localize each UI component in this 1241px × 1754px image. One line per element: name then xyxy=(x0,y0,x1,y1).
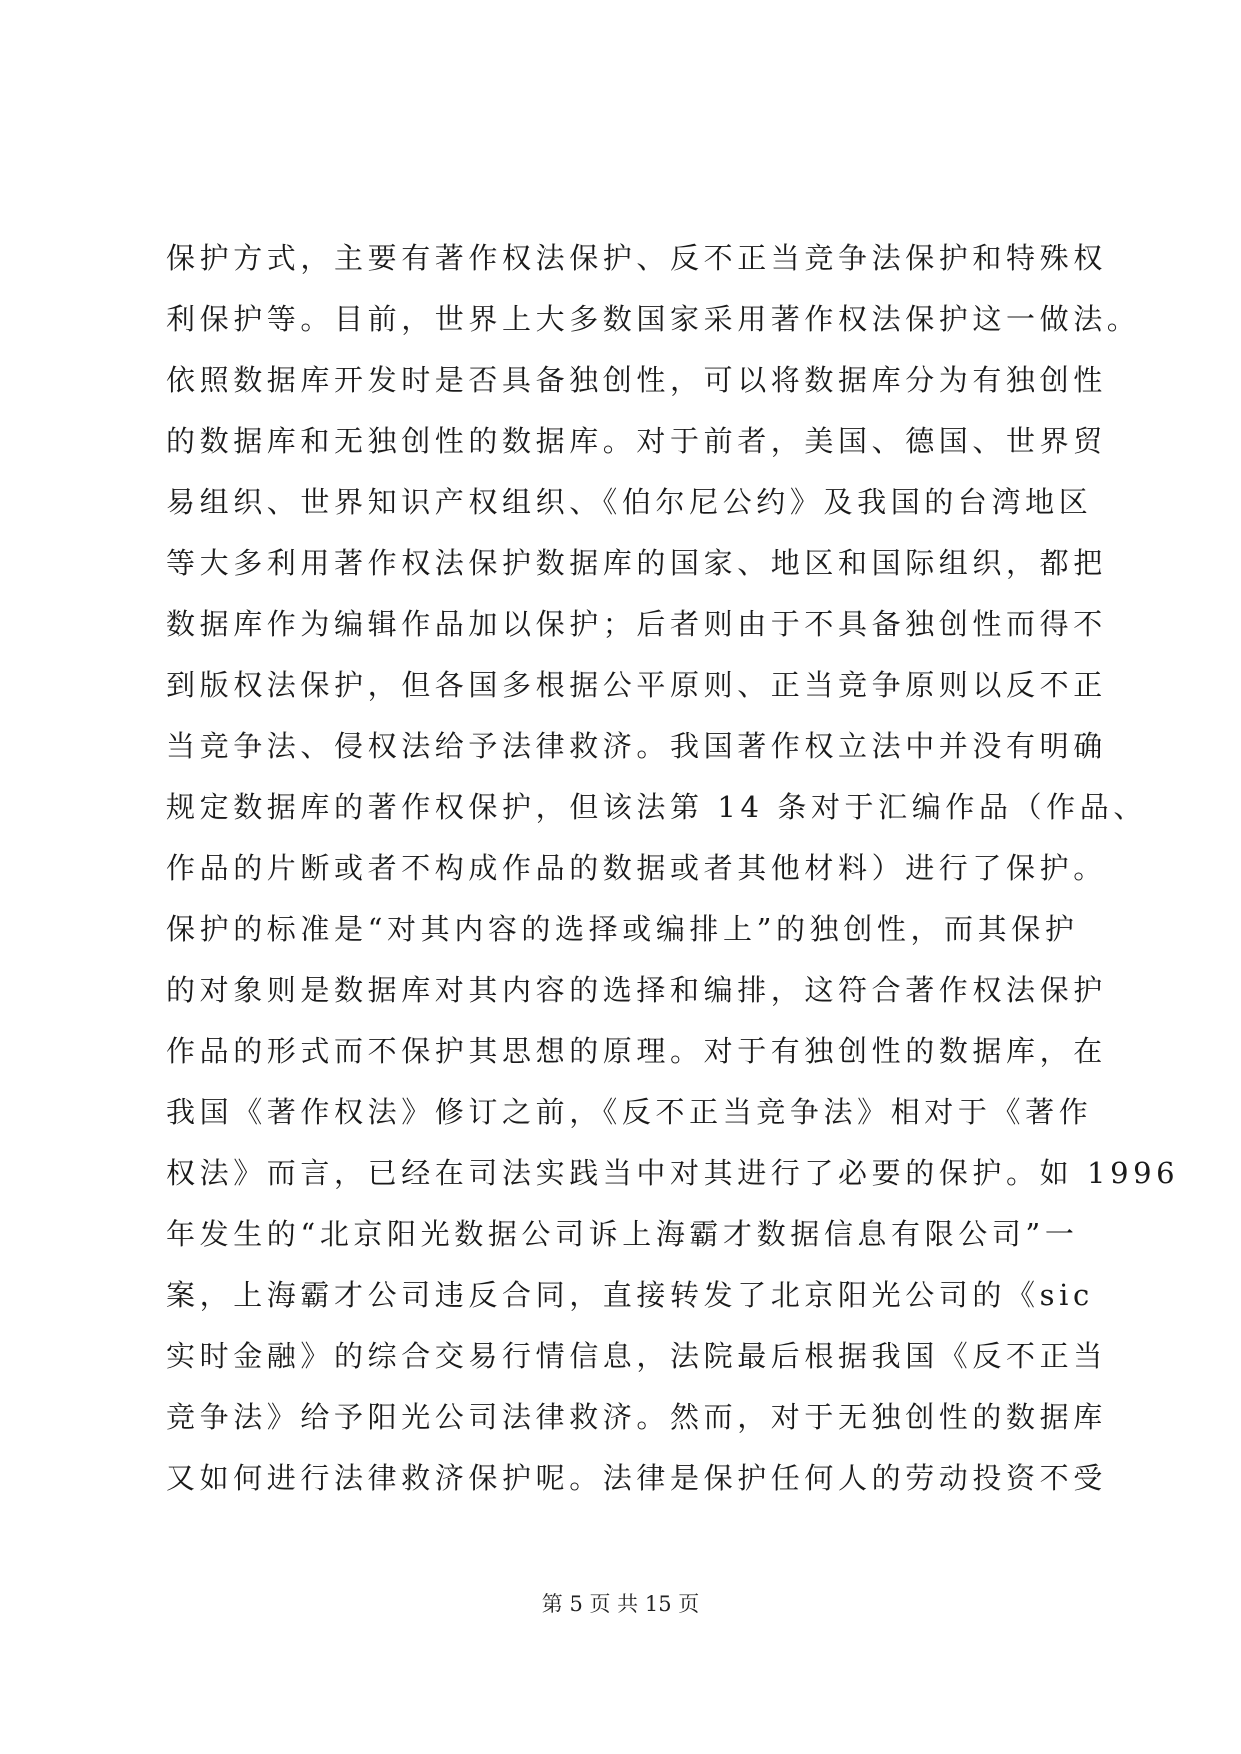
text-line: 规定数据库的著作权保护，但该法第 14 条对于汇编作品（作品、 xyxy=(166,790,1147,824)
text-line: 当竞争法、侵权法给予法律救济。我国著作权立法中并没有明确 xyxy=(166,729,1107,763)
text-line: 依照数据库开发时是否具备独创性，可以将数据库分为有独创性 xyxy=(166,363,1107,397)
text-line: 保护的标准是“对其内容的选择或编排上”的独创性，而其保护 xyxy=(166,912,1079,946)
text-line: 竞争法》给予阳光公司法律救济。然而，对于无独创性的数据库 xyxy=(166,1400,1107,1434)
text-line: 年发生的“北京阳光数据公司诉上海霸才数据信息有限公司”一 xyxy=(166,1217,1079,1251)
text-line: 数据库作为编辑作品加以保护；后者则由于不具备独创性而得不 xyxy=(166,607,1107,641)
text-line: 利保护等。目前，世界上大多数国家采用著作权法保护这一做法。 xyxy=(166,302,1141,336)
text-line: 等大多利用著作权法保护数据库的国家、地区和国际组织，都把 xyxy=(166,546,1107,580)
text-line: 的对象则是数据库对其内容的选择和编排，这符合著作权法保护 xyxy=(166,973,1107,1007)
text-line: 我国《著作权法》修订之前，《反不正当竞争法》相对于《著作 xyxy=(166,1095,1093,1129)
text-line: 易组织、世界知识产权组织、《伯尔尼公约》及我国的台湾地区 xyxy=(166,485,1093,519)
text-line: 的数据库和无独创性的数据库。对于前者，美国、德国、世界贸 xyxy=(166,424,1107,458)
text-line: 实时金融》的综合交易行情信息，法院最后根据我国《反不正当 xyxy=(166,1339,1107,1373)
text-line: 案，上海霸才公司违反合同，直接转发了北京阳光公司的《sic xyxy=(166,1278,1094,1312)
text-line: 保护方式，主要有著作权法保护、反不正当竞争法保护和特殊权 xyxy=(166,241,1107,275)
text-line: 作品的片断或者不构成作品的数据或者其他材料）进行了保护。 xyxy=(166,851,1107,885)
text-line: 作品的形式而不保护其思想的原理。对于有独创性的数据库，在 xyxy=(166,1034,1107,1068)
text-line: 到版权法保护，但各国多根据公平原则、正当竞争原则以反不正 xyxy=(166,668,1107,702)
body-text xyxy=(166,228,1180,1509)
text-line: 权法》而言，已经在司法实践当中对其进行了必要的保护。如 1996 xyxy=(166,1156,1180,1190)
text-line: 又如何进行法律救济保护呢。法律是保护任何人的劳动投资不受 xyxy=(166,1461,1107,1495)
page-number-footer: 第 5 页 共 15 页 xyxy=(541,1592,700,1616)
